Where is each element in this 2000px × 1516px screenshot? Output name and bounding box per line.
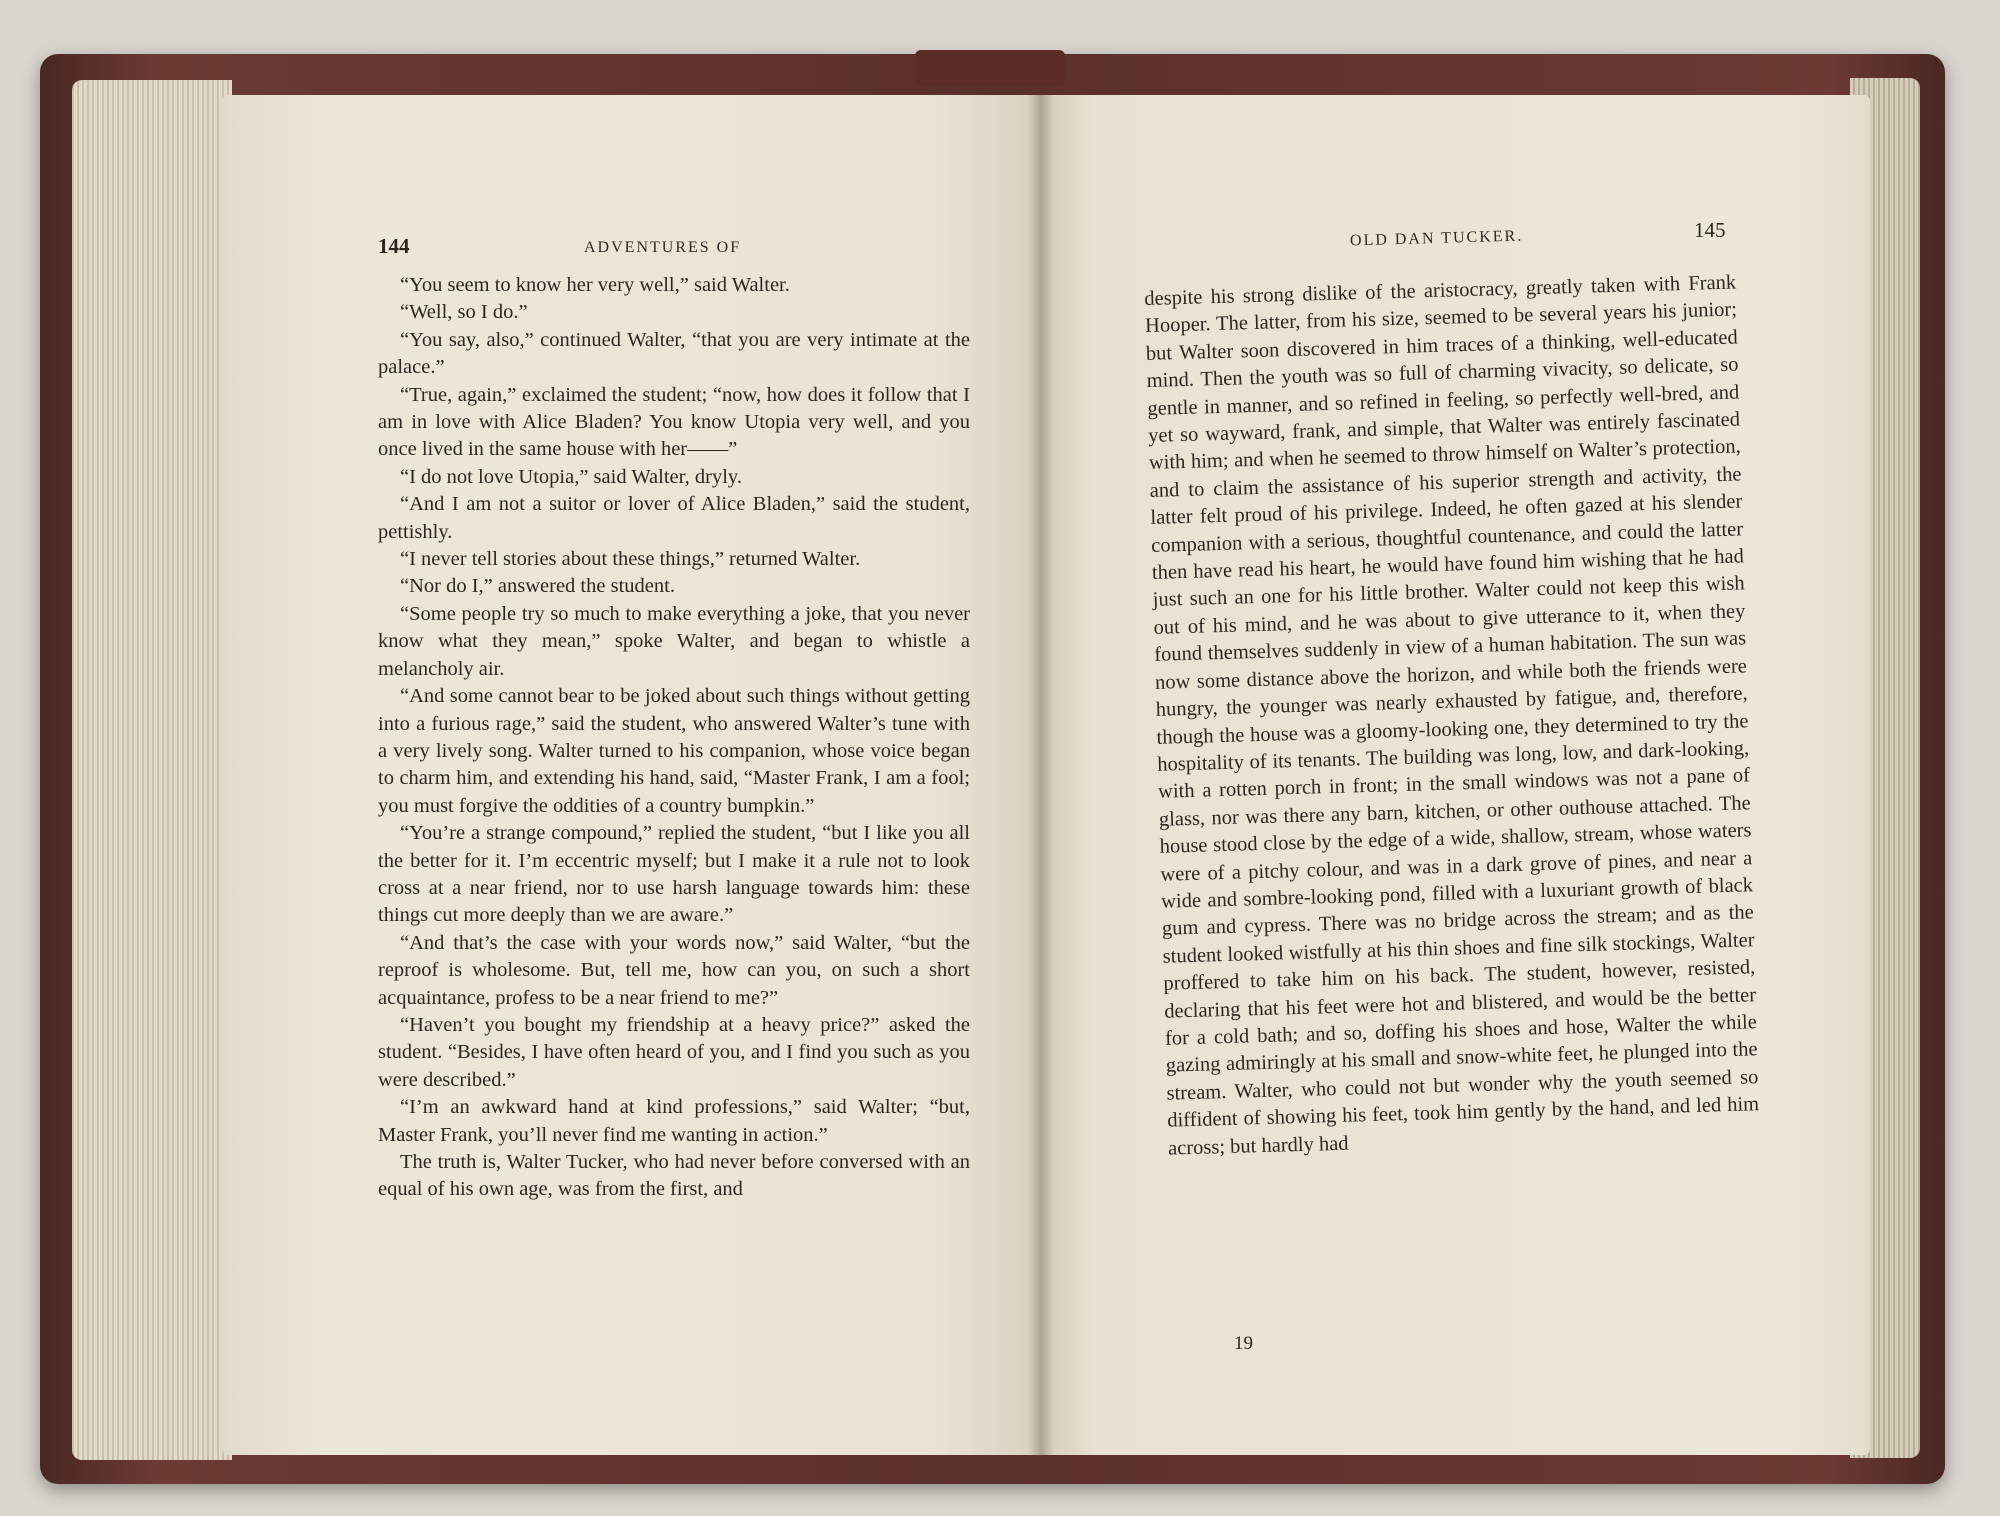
book-gutter	[1028, 95, 1054, 1455]
paragraph: “You’re a strange compound,” replied the student, “but I like you all the better for it. I’m eccentric myself; but I make it a rule not to look cross at a near friend, nor to use harsh language towards him: these things cut more deeply than we are aware.”	[378, 822, 970, 927]
paragraph: “I’m an awkward hand at kind professions,” said Walter; “but, Master Frank, you’ll never find me wanting in action.”	[378, 1096, 970, 1146]
paragraph: “Some people try so much to make everything a joke, that you never know what they mean,” spoke Walter, and began to whistle a melancholy air.	[378, 602, 970, 680]
paragraph: “I do not love Utopia,” said Walter, dryly.	[400, 465, 742, 488]
left-page-number: 144	[378, 234, 410, 258]
left-page-text	[378, 272, 970, 1204]
paragraph: “You seem to know her very well,” said Walter.	[400, 274, 790, 296]
page-edges-left	[72, 80, 232, 1460]
paragraph: “And some cannot bear to be joked about such things without getting into a furious rage,” said the student, who answered Walter’s tune with a very lively song. Walter turned to his companion, whose voice began to charm him, and extending his hand, said, “Master Frank, I am a fool; you must forgive the oddities of a country bumpkin.”	[378, 685, 970, 817]
paragraph: “And that’s the case with your words now,” said Walter, “but the reproof is wholesome. But, tell me, how can you, on such a short acquaintance, profess to be a near friend to me?”	[378, 931, 970, 1009]
right-page-number: 145	[1694, 218, 1726, 242]
signature-mark: 19	[1234, 1333, 1253, 1354]
left-running-head: ADVENTURES OF	[584, 239, 742, 256]
right-running-head: OLD DAN TUCKER.	[1349, 227, 1524, 250]
paragraph: “I never tell stories about these things,” returned Walter.	[400, 548, 861, 571]
right-page-text	[1144, 269, 1760, 1162]
paragraph: “Haven’t you bought my friendship at a heavy price?” asked the student. “Besides, I have often heard of you, and I find you such as you were described.”	[378, 1013, 970, 1091]
paragraph: “Well, so I do.”	[400, 301, 528, 324]
book-spine	[915, 50, 1065, 86]
paragraph: “And I am not a suitor or lover of Alice Bladen,” said the student, pettishly.	[378, 493, 970, 543]
paragraph: “Nor do I,” answered the student.	[400, 575, 675, 598]
paragraph: The truth is, Walter Tucker, who had never before conversed with an equal of his own age, was from the first, and	[378, 1151, 970, 1201]
paragraph: despite his strong dislike of the aristocracy, greatly taken with Frank Hooper. The latter, from his size, seemed to be several years his junior; but Walter soon discovered in him traces of a thinking, well-educated mind. Then the youth was so full of charming vivacity, so delicate, so gentle in manner, and so refined in feeling, so perfectly well-bred, and yet so wayward, frank, and simple, that Walter was entirely fascinated with him; and when he seemed to throw himself on Walter’s protection, and to claim the assistance of his superior strength and activity, the latter felt proud of his privilege. Indeed, he often gazed at his slender companion with a serious, thoughtful countenance, and could the latter then have read his heart, he would have found him wishing that he had just such an one for his little brother. Walter could not keep this wish out of his mind, and he was about to give utterance to it, when they found themselves suddenly in view of a human habitation. The sun was now some distance above the horizon, and while both the friends were hungry, the younger was nearly exhausted by fatigue, and, therefore, though the house was a gloomy-looking one, they determined to try the hospitality of its tenants. The building was long, low, and dark-looking, with a rotten porch in front; in the small windows was not a pane of glass, nor was there any barn, kitchen, or other outhouse attached. The house stood close by the edge of a wide, shallow, stream, whose waters were of a pitchy colour, and was in a dark grove of pines, and near a wide and sombre-looking pond, filled with a luxuriant growth of black gum and cypress. There was no bridge across the stream; and as the student looked wistfully at his thin shoes and fine silk stockings, Walter proffered to take him on his back. The student, however, resisted, declaring that his feet were hot and blistered, and would be the better for a cold bath; and so, doffing his shoes and hose, Walter the while gazing admiringly at his small and snow-white feet, he plunged into the stream. Walter, who could not but wonder why the youth seemed so diffident of showing his feet, took him gently by the hand, and led him across; but hardly had	[1144, 271, 1760, 1160]
paragraph: “True, again,” exclaimed the student; “now, how does it follow that I am in love with Alice Bladen? You know Utopia very well, and you once lived in the same house with her——”	[378, 383, 970, 461]
paragraph: “You say, also,” continued Walter, “that you are very intimate at the palace.”	[378, 328, 970, 379]
